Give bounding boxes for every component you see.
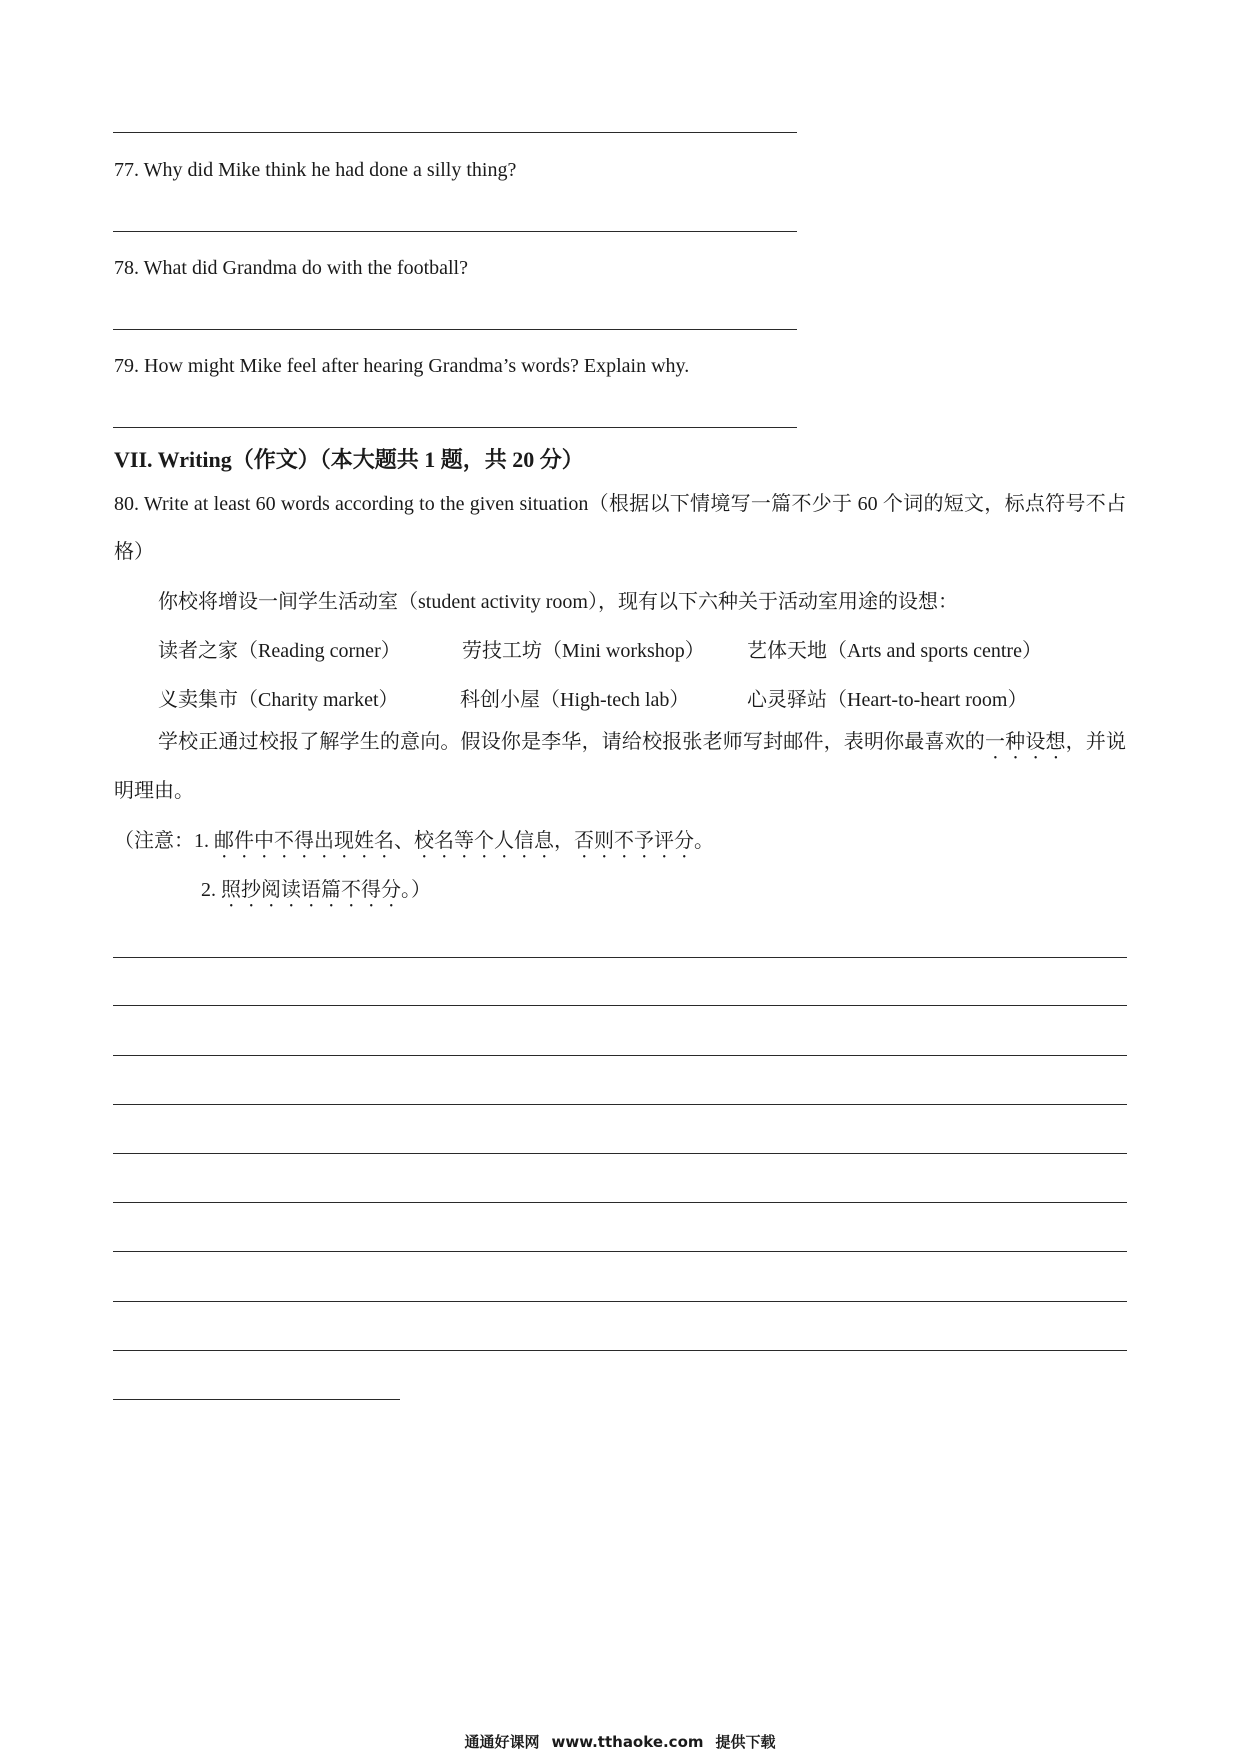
writing-line <box>113 1055 1127 1056</box>
footer-suffix: 提供下载 <box>715 1733 776 1751</box>
writing-line <box>113 1104 1127 1105</box>
note-2 <box>201 878 431 912</box>
question-77: 77. Why did Mike think he had done a silly thing? <box>114 159 517 181</box>
note-1-end: 。 <box>694 830 714 852</box>
page-footer <box>0 1733 1240 1751</box>
note-1 <box>114 829 714 863</box>
answer-line <box>113 132 797 133</box>
writing-line <box>113 1153 1127 1154</box>
writing-line <box>113 1301 1127 1302</box>
writing-line <box>113 957 1127 958</box>
situation-intro: 你校将增设一间学生活动室（student activity room），现有以下六种关于活动室用途的设想： <box>158 591 958 613</box>
option-mini-workshop: 劳技工坊（Mini workshop） <box>462 640 705 662</box>
section-heading: VII. Writing（作文）（本大题共 1 题，共 20 分） <box>114 447 584 472</box>
option-charity-market: 义卖集市（Charity market） <box>158 689 399 711</box>
note-1-emphasis: 邮件中不得出现姓名、校名等个人信息，否则不予评分 <box>214 830 694 852</box>
option-high-tech-lab: 科创小屋（High-tech lab） <box>460 689 690 711</box>
note-2-number: 2. <box>201 879 221 901</box>
writing-line-short <box>113 1399 400 1400</box>
question-78: 78. What did Grandma do with the football? <box>114 257 468 279</box>
task-text-before: 学校正通过校报了解学生的意向。假设你是李华，请给校报张老师写封邮件，表明你最喜欢的 <box>158 731 985 753</box>
note-2-emphasis: 照抄阅读语篇不得分 <box>221 879 401 901</box>
answer-line-77 <box>113 231 797 232</box>
note-1-number: 1. <box>194 830 214 852</box>
writing-line <box>113 1202 1127 1203</box>
option-reading-corner: 读者之家（Reading corner） <box>158 640 401 662</box>
question-80-prompt: 80. Write at least 60 words according to the given situation（根据以下情境写一篇不少于 60 个词的短文，标点符号不占格） <box>114 493 1126 563</box>
answer-line-79 <box>113 427 797 428</box>
writing-line <box>113 1350 1127 1351</box>
question-79: 79. How might Mike feel after hearing Grandma’s words? Explain why. <box>114 355 690 377</box>
answer-line-78 <box>113 329 797 330</box>
option-heart-to-heart-room: 心灵驿站（Heart-to-heart room） <box>747 689 1028 711</box>
task-paragraph <box>114 718 1126 816</box>
footer-url: www.tthaoke.com <box>551 1733 704 1751</box>
task-text-after: ，并说明理由。 <box>114 731 1127 802</box>
option-arts-sports-centre: 艺体天地（Arts and sports centre） <box>747 640 1042 662</box>
writing-line <box>113 1251 1127 1252</box>
task-text-emphasis: 一种设想 <box>984 731 1066 753</box>
note-prefix: （注意： <box>114 830 194 852</box>
footer-site-name: 通通好课网 <box>464 1733 540 1751</box>
writing-line <box>113 1005 1127 1006</box>
note-2-end: 。） <box>401 879 431 901</box>
